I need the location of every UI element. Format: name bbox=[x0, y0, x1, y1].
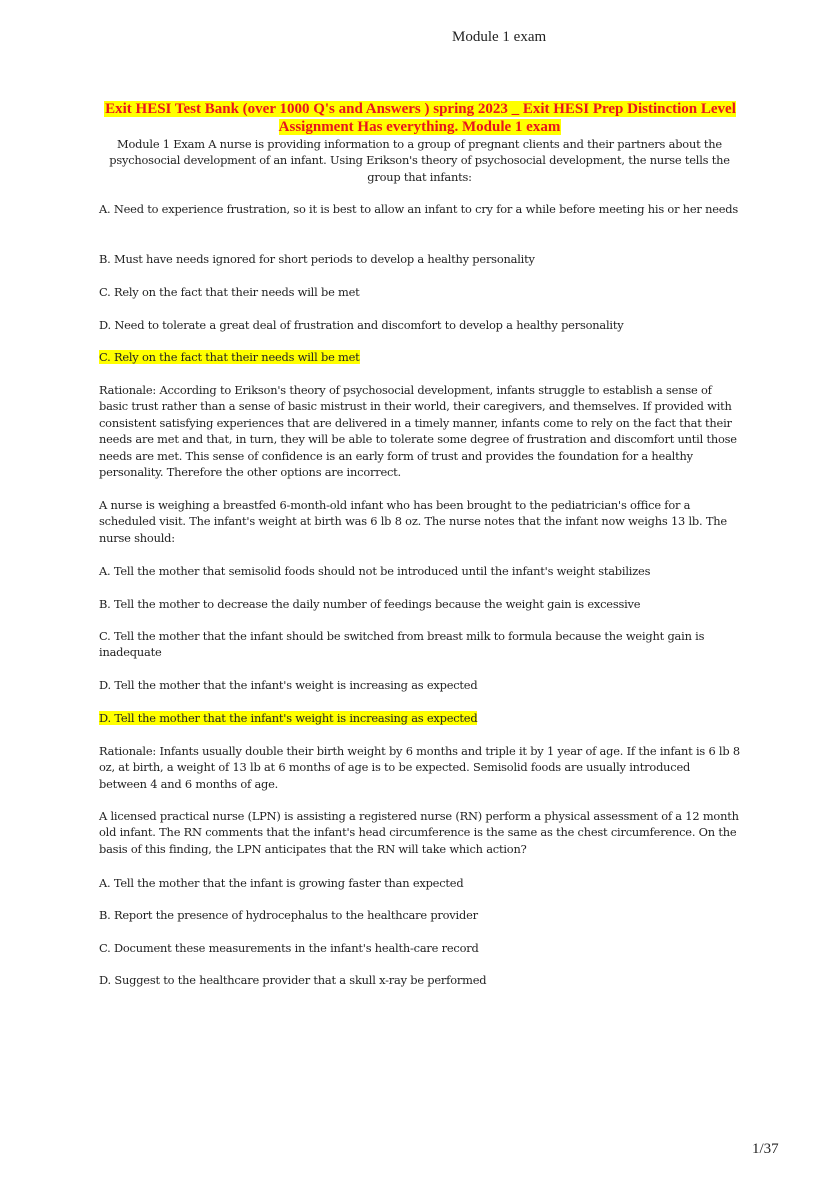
document-title-text: Exit HESI Test Bank (over 1000 Q's and Answers ) spring 2023 _ Exit HESI Prep Distinction Level Assignment Has everything. Module 1 exam bbox=[105, 101, 736, 135]
q2-option-b: B. Tell the mother to decrease the daily number of feedings because the weight gain is excessive bbox=[99, 597, 641, 611]
q2-stem: A nurse is weighing a breastfed 6-month-old infant who has been brought to the pediatrician's office for a scheduled visit. The infant's weight at birth was 6 lb 8 oz. The nurse notes that the infant now weighs 13 lb. The nurse should: bbox=[99, 498, 727, 545]
q2-option-c: C. Tell the mother that the infant should be switched from breast milk to formula because the weight gain is inadequate bbox=[99, 629, 705, 660]
q1-option-b: B. Must have needs ignored for short periods to develop a healthy personality bbox=[99, 252, 535, 266]
q1-option-d: D. Need to tolerate a great deal of frustration and discomfort to develop a healthy personality bbox=[99, 318, 624, 332]
q1-option-a: A. Need to experience frustration, so it is best to allow an infant to cry for a while before meeting his or her needs bbox=[99, 202, 739, 216]
q3-stem: A licensed practical nurse (LPN) is assisting a registered nurse (RN) perform a physical assessment of a 12 month old infant. The RN comments that the infant's head circumference is the same as the chest circumference. On the basis of this finding, the LPN anticipates that the RN will take which action? bbox=[99, 809, 739, 856]
q2-answer-text: D. Tell the mother that the infant's weight is increasing as expected bbox=[99, 711, 478, 725]
q2-option-a: A. Tell the mother that semisolid foods should not be introduced until the infant's weight stabilizes bbox=[99, 564, 651, 578]
q3-option-d: D. Suggest to the healthcare provider that a skull x-ray be performed bbox=[99, 973, 487, 987]
q3-option-c: C. Document these measurements in the infant's health-care record bbox=[99, 941, 479, 955]
q2-option-d: D. Tell the mother that the infant's weight is increasing as expected bbox=[99, 678, 478, 692]
q3-option-a: A. Tell the mother that the infant is growing faster than expected bbox=[99, 876, 464, 890]
q1-answer-text: C. Rely on the fact that their needs will be met bbox=[99, 350, 360, 364]
q1-rationale: Rationale: According to Erikson's theory of psychosocial development, infants struggle to establish a sense of basic trust rather than a sense of basic mistrust in their world, their caregivers, and themselves. If provided with consistent satisfying experiences that are delivered in a timely manner, infants come to rely on the fact that their needs are met and that, in turn, they will be able to tolerate some degree of frustration and discomfort until those needs are met. This sense of confidence is an early form of trust and provides the foundation for a healthy personality. Therefore the other options are incorrect. bbox=[99, 383, 737, 480]
document-title bbox=[90, 100, 750, 136]
q1-stem: Module 1 Exam A nurse is providing information to a group of pregnant clients and their partners about the psychosocial development of an infant. Using Erikson's theory of psychosocial development, the nurse tells the group that infants: bbox=[109, 137, 730, 184]
q3-option-b: B. Report the presence of hydrocephalus to the healthcare provider bbox=[99, 908, 478, 922]
page-header: Module 1 exam bbox=[452, 29, 547, 45]
q1-answer bbox=[99, 349, 741, 365]
q1-option-c: C. Rely on the fact that their needs will be met bbox=[99, 285, 360, 299]
q2-rationale: Rationale: Infants usually double their birth weight by 6 months and triple it by 1 year of age. If the infant is 6 lb 8 oz, at birth, a weight of 13 lb at 6 months of age is to be expected. Semisolid foods are usually introduced between 4 and 6 months of age. bbox=[99, 744, 740, 791]
page-number: 1/37 bbox=[752, 1141, 779, 1157]
q2-answer bbox=[99, 710, 741, 726]
